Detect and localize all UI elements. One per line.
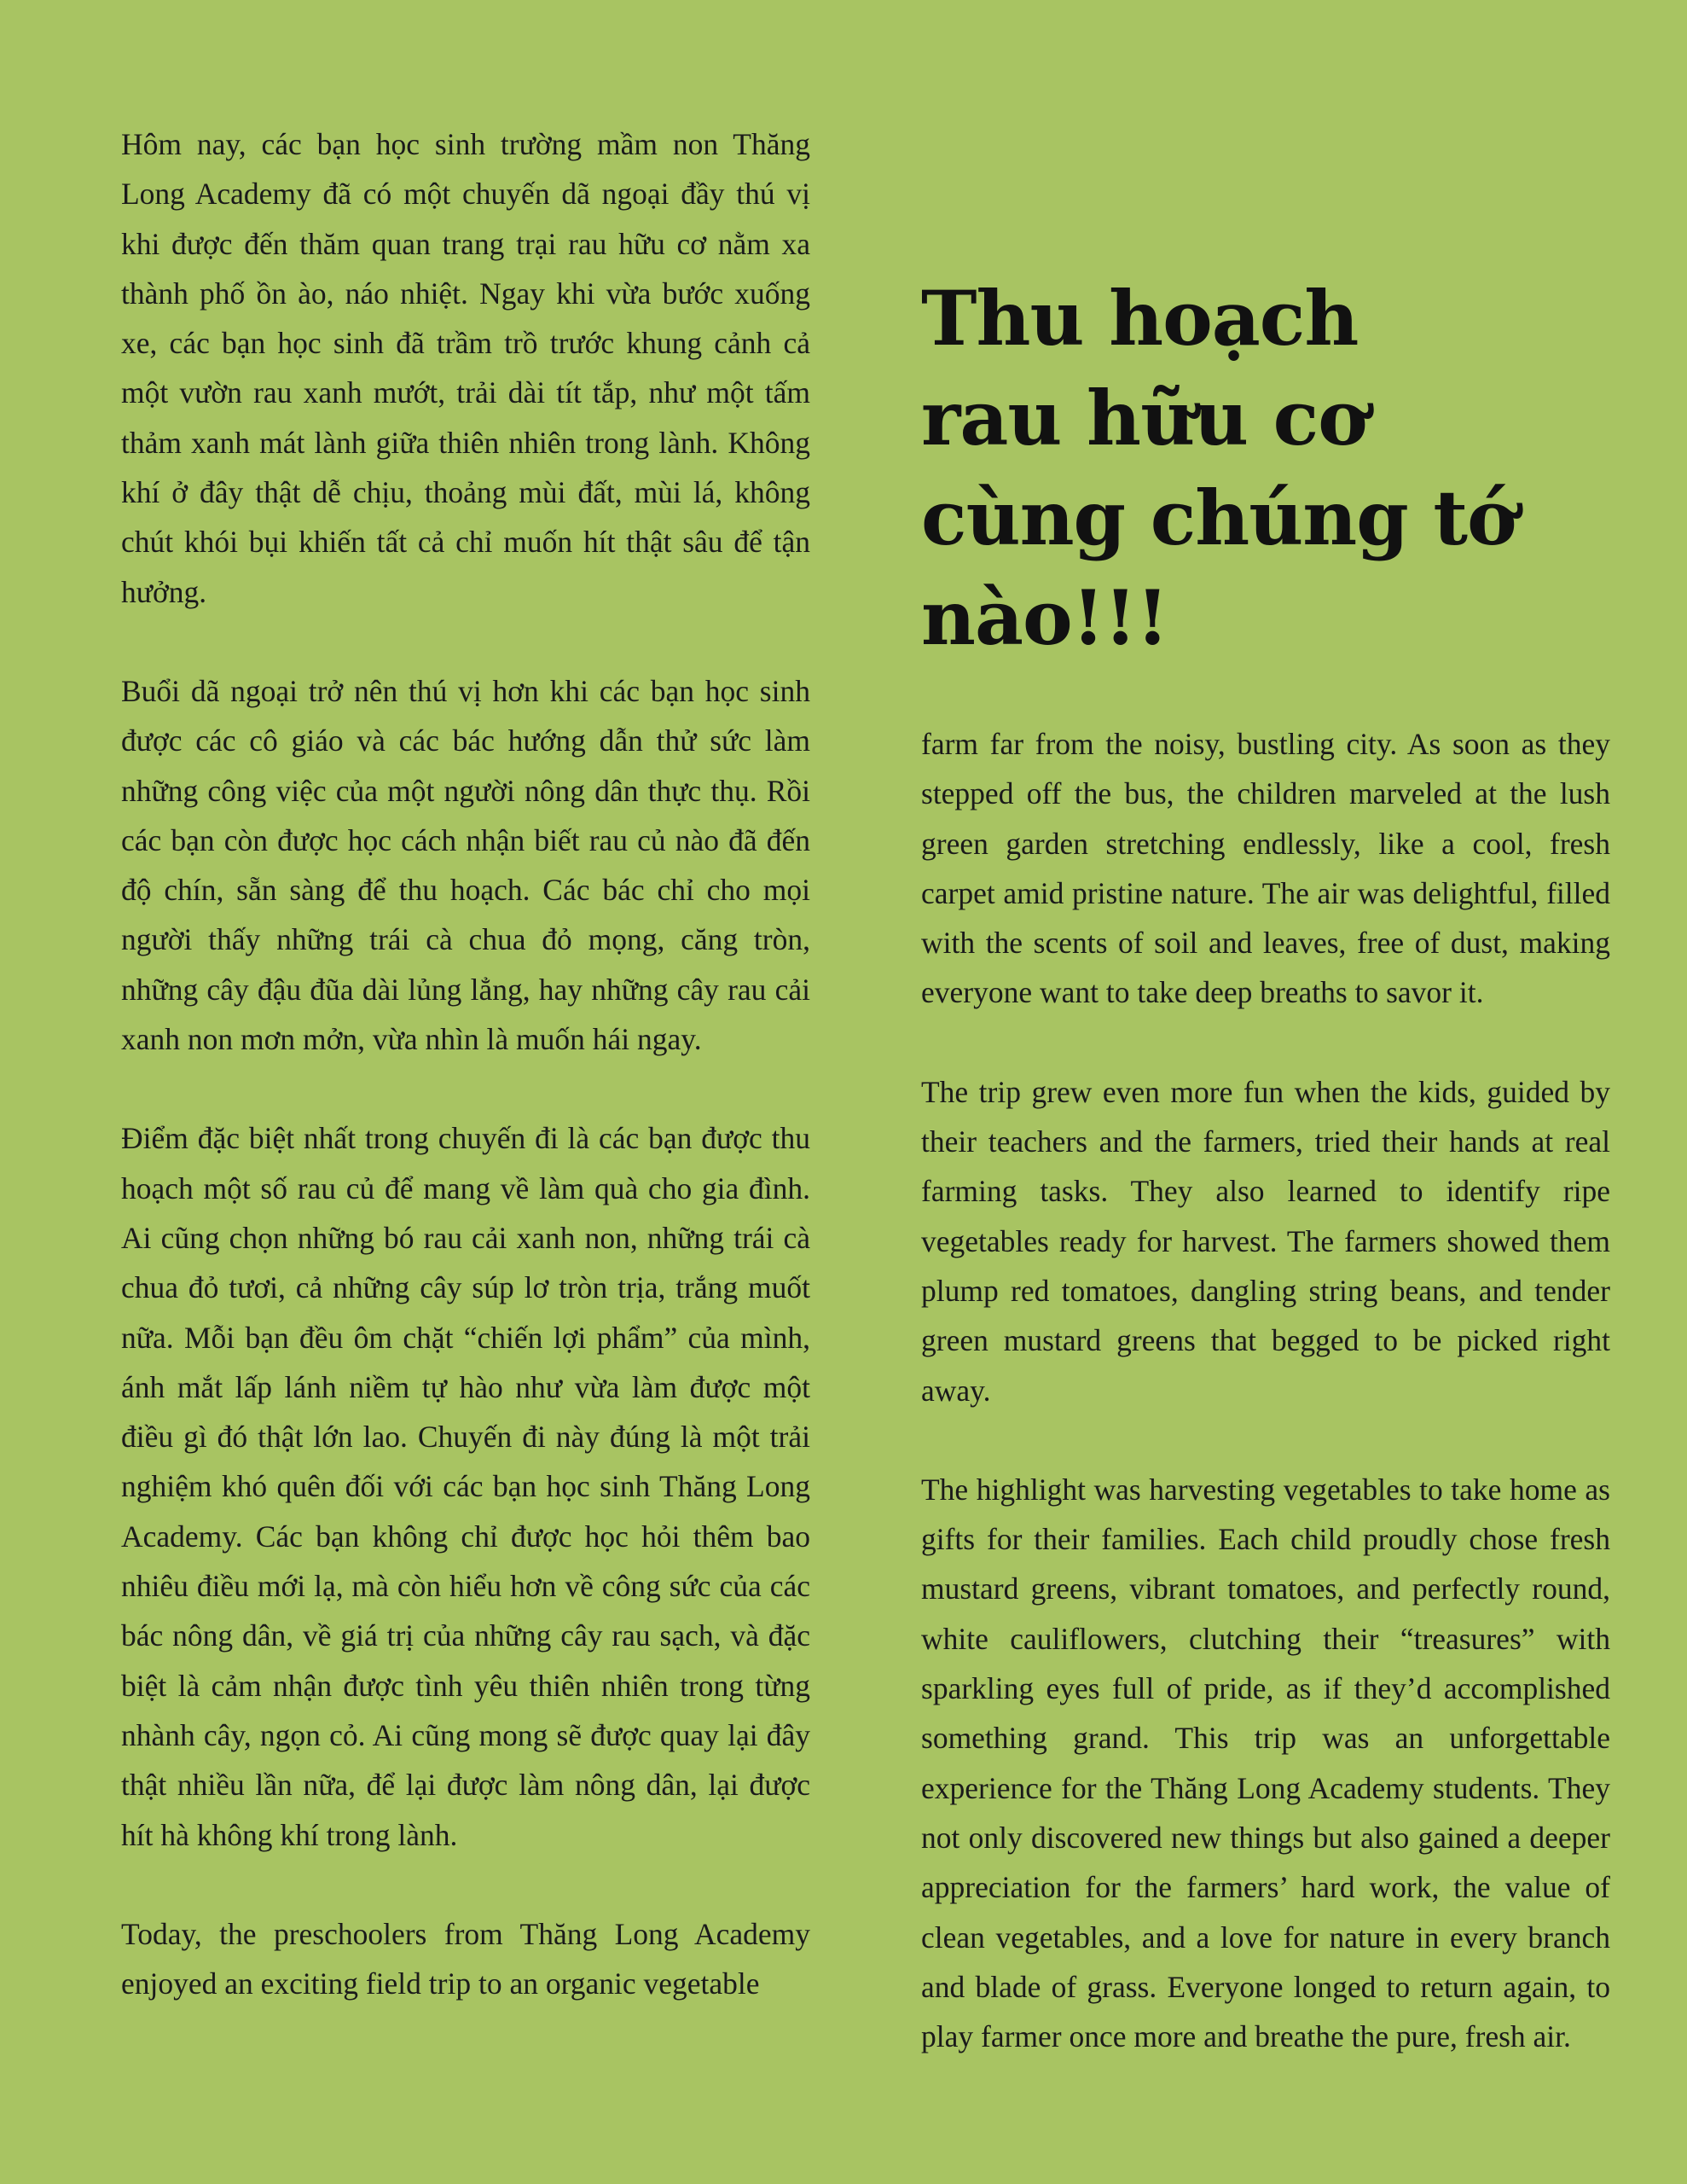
english-paragraph-intro-continued: farm far from the noisy, bustling city. As soon as they stepped off the bus, the children marveled at the lush green garden stretching endlessly, like a cool, fresh carpet amid pristine nature. The air was delightful, filled with the scents of soil and leaves, free of dust, making everyone want to take deep breaths to savor it.	[921, 727, 1610, 1010]
left-column	[121, 119, 810, 2008]
english-paragraph-farming: The trip grew even more fun when the kids, guided by their teachers and the farmers, tried their hands at real farming tasks. They also learned to identify ripe vegetables ready for harvest. The farmers showed them plump red tomatoes, dangling string beans, and tender green mustard greens that begged to be picked right away.	[921, 1074, 1610, 1408]
vietnamese-paragraph-harvest: Điểm đặc biệt nhất trong chuyến đi là các bạn được thu hoạch một số rau củ để mang về làm quà cho gia đình. Ai cũng chọn những bó rau cải xanh non, những trái cà chua đỏ tươi, cả những cây súp lơ tròn trịa, trắng muốt nữa. Mỗi bạn đều ôm chặt “chiến lợi phẩm” của mình, ánh mắt lấp lánh niềm tự hào như vừa làm được một điều gì đó thật lớn lao. Chuyến đi này đúng là một trải nghiệm khó quên đối với các bạn học sinh Thăng Long Academy. Các bạn không chỉ được học hỏi thêm bao nhiêu điều mới lạ, mà còn hiểu hơn về công sức của các bác nông dân, về giá trị của những cây rau sạch, và đặc biệt là cảm nhận được tình yêu thiên nhiên trong từng nhành cây, ngọn cỏ. Ai cũng mong sẽ được quay lại đây thật nhiều lần nữa, để lại được làm nông dân, lại được hít hà không khí trong lành.	[121, 1121, 810, 1852]
headline-line: cùng chúng tớ	[921, 473, 1516, 562]
vietnamese-paragraph-farming: Buổi dã ngoại trở nên thú vị hơn khi các bạn học sinh được các cô giáo và các bác hướng dẫn thử sức làm những công việc của một người nông dân thực thụ. Rồi các bạn còn được học cách nhận biết rau củ nào đã đến độ chín, sẵn sàng để thu hoạch. Các bác chỉ cho mọi người thấy những trái cà chua đỏ mọng, căng tròn, những cây đậu đũa dài lủng lẳng, hay những cây rau cải xanh non mơn mởn, vừa nhìn là muốn hái ngay.	[121, 673, 810, 1057]
vietnamese-paragraph-intro: Hôm nay, các bạn học sinh trường mầm non Thăng Long Academy đã có một chuyến dã ngoại đầy thú vị khi được đến thăm quan trang trại rau hữu cơ nằm xa thành phố ồn ào, náo nhiệt. Ngay khi vừa bước xuống xe, các bạn học sinh đã trầm trồ trước khung cảnh cả một vườn rau xanh mướt, trải dài tít tắp, như một tấm thảm xanh mát lành giữa thiên nhiên trong lành. Không khí ở đây thật dễ chịu, thoảng mùi đất, mùi lá, không chút khói bụi khiến tất cả chỉ muốn hít thật sâu để tận hưởng.	[121, 127, 810, 609]
english-paragraph-intro-start: Today, the preschoolers from Thăng Long Academy enjoyed an exciting field trip to an organic vegetable	[121, 1916, 810, 2001]
right-column	[921, 119, 1610, 2061]
headline-line: Thu hoạch	[921, 274, 1359, 363]
headline-line: nào!!!	[921, 573, 1168, 662]
english-paragraph-harvest: The highlight was harvesting vegetables to take home as gifts for their families. Each child proudly chose fresh mustard greens, vibrant tomatoes, and perfectly round, white cauliflowers, clutching their “treasures” with sparkling eyes full of pride, as if they’d accomplished something grand. This trip was an unforgettable experience for the Thăng Long Academy students. They not only discovered new things but also gained a deeper appreciation for the farmers’ hard work, the value of clean vegetables, and a love for nature in every branch and blade of grass. Everyone longed to return again, to play farmer once more and breathe the pure, fresh air.	[921, 1472, 1610, 2054]
article-headline	[921, 269, 1610, 668]
headline-line: rau hữu cơ	[921, 374, 1367, 462]
